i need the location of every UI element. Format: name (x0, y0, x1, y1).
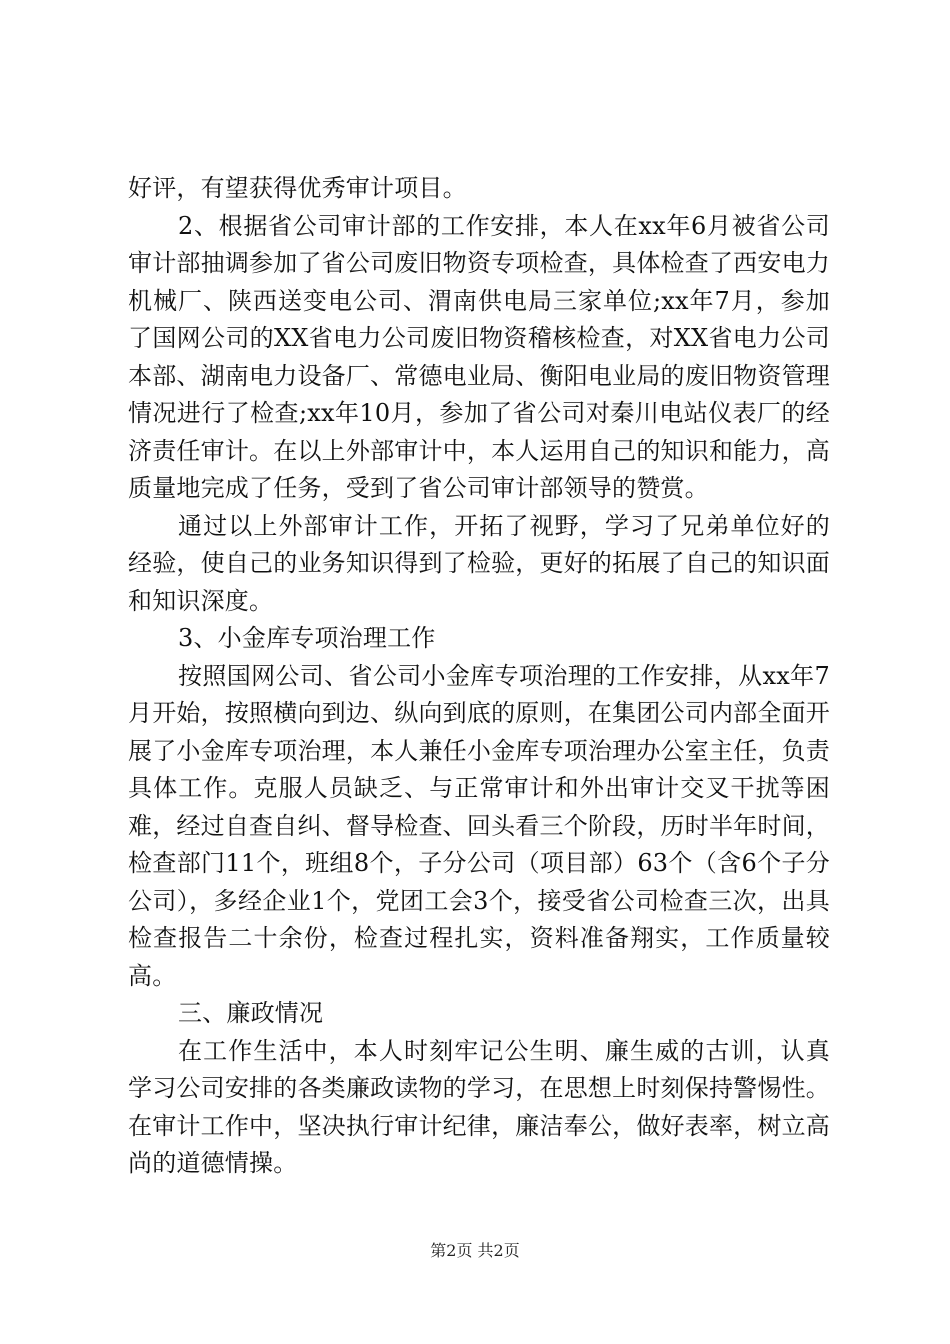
paragraph-integrity: 在工作生活中，本人时刻牢记公生明、廉生威的古训，认真学习公司安排的各类廉政读物的学习，在思想上时刻保持警惕性。在审计工作中，坚决执行审计纪律，廉洁奉公，做好表率，树立高尚的道德情操。 (128, 1036, 830, 1177)
section-heading-integrity: 三、廉政情况 (178, 999, 324, 1027)
section-heading-slush-fund: 3、小金库专项治理工作 (178, 624, 436, 652)
paragraph-audit-benefits: 通过以上外部审计工作，开拓了视野，学习了兄弟单位好的经验，使自己的业务知识得到了检验，更好的拓展了自己的知识面和知识深度。 (128, 511, 830, 615)
page-footer (0, 1238, 950, 1261)
paragraph-external-audit: 2、根据省公司审计部的工作安排，本人在xx年6月被省公司审计部抽调参加了省公司废旧物资专项检查，具体检查了西安电力机械厂、陕西送变电公司、渭南供电局三家单位;xx年7月，参加了国网公司的XX省电力公司废旧物资稽核检查，对XX省电力公司本部、湖南电力设备厂、常德电业局、衡阳电业局的废旧物资管理情况进行了检查;xx年10月，参加了省公司对秦川电站仪表厂的经济责任审计。在以上外部审计中，本人运用自己的知识和能力，高质量地完成了任务，受到了省公司审计部领导的赞赏。 (128, 211, 830, 502)
document-body (128, 170, 830, 1183)
paragraph-continuation: 好评，有望获得优秀审计项目。 (128, 174, 467, 202)
page-number-label: 第2页 共2页 (430, 1241, 520, 1260)
paragraph-slush-fund: 按照国网公司、省公司小金库专项治理的工作安排，从xx年7月开始，按照横向到边、纵向到底的原则，在集团公司内部全面开展了小金库专项治理，本人兼任小金库专项治理办公室主任，负责具体工作。克服人员缺乏、与正常审计和外出审计交叉干扰等困难，经过自查自纠、督导检查、回头看三个阶段，历时半年时间，检查部门11个，班组8个，子分公司（项目部）63个（含6个子分公司），多经企业1个，党团工会3个，接受省公司检查三次，出具检查报告二十余份，检查过程扎实，资料准备翔实，工作质量较高。 (128, 661, 830, 990)
